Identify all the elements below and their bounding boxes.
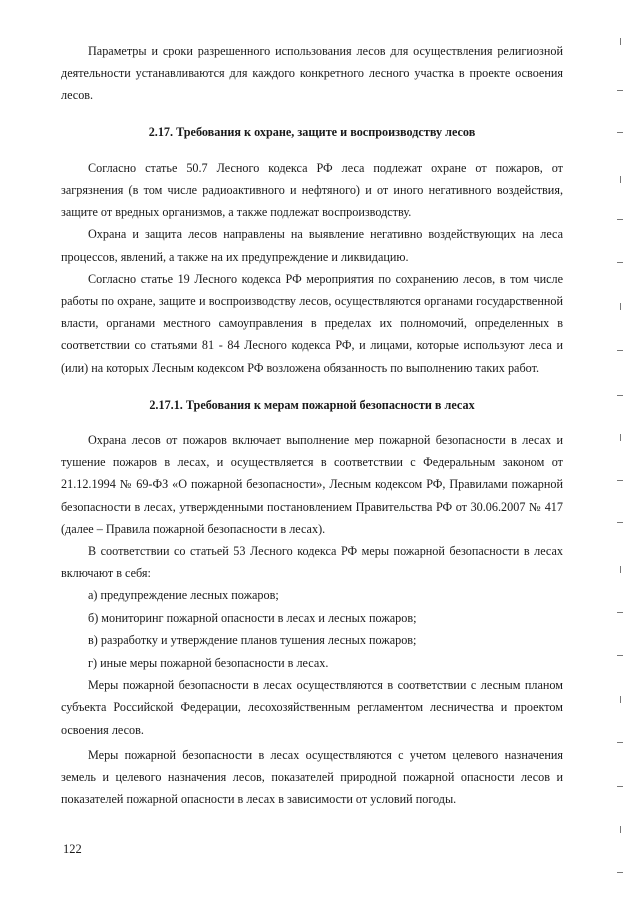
- list-item-d: г) иные меры пожарной безопасности в лесах.: [88, 655, 329, 670]
- paragraph-article-19: Согласно статье 19 Лесного кодекса РФ мероприятия по сохранению лесов, в том числе работы по охране, защите и воспроизводству лесов, осуществляются органами государственной власти, органами местного самоуправления в пределах их полномочий, определенных в соответствии со статьями 81 - 84 Лесного кодекса РФ, и лицами, которые используют леса и (или) на которых Лесным кодексом РФ возложена обязанность по выполнению таких работ.: [61, 271, 563, 375]
- scan-mark: [617, 395, 623, 396]
- scan-mark: [620, 38, 621, 45]
- scan-mark: [617, 522, 623, 523]
- scan-mark: [620, 826, 621, 833]
- scan-mark: [617, 612, 623, 613]
- list-item-b: б) мониторинг пожарной опасности в лесах и лесных пожаров;: [88, 610, 417, 625]
- scan-mark: [617, 350, 623, 351]
- scan-mark: [617, 655, 623, 656]
- scan-mark: [617, 742, 623, 743]
- scan-mark: [617, 219, 623, 220]
- paragraph-religious-use: Параметры и сроки разрешенного использования лесов для осуществления религиозной деятельности устанавливаются для каждого конкретного лесного участка в проекте освоения лесов.: [61, 44, 563, 103]
- scan-mark: [617, 132, 623, 133]
- list-item-a: а) предупреждение лесных пожаров;: [88, 588, 279, 603]
- page-number: 122: [63, 842, 82, 856]
- document-body: [61, 40, 563, 810]
- scan-mark: [617, 786, 623, 787]
- paragraph-fire-protection: Охрана лесов от пожаров включает выполнение мер пожарной безопасности в лесах и тушение пожаров в лесах, и осуществляется в соответствии с Федеральным законом от 21.12.1994 № 69-ФЗ «О пожарной безопасности», Лесным кодексом РФ, Правилами пожарной безопасности в лесах, утвержденными постановлением Правительства РФ от 30.06.2007 № 417 (далее – Правила пожарной безопасности в лесах).: [61, 433, 563, 536]
- scan-mark: [617, 872, 623, 873]
- scan-mark: [617, 480, 623, 481]
- paragraph-article-53: В соответствии со статьей 53 Лесного кодекса РФ меры пожарной безопасности в лесах включают в себя:: [61, 544, 563, 581]
- scan-mark: [620, 303, 621, 310]
- scan-mark: [620, 176, 621, 183]
- paragraph-weather-conditions: Меры пожарной безопасности в лесах осуществляются с учетом целевого назначения земель и целевого назначения лесов, показателей природной пожарной опасности лесов и показателей пожарной опасности в лесах в зависимости от условий погоды.: [61, 747, 563, 807]
- scan-mark: [620, 434, 621, 441]
- scan-mark: [620, 566, 621, 573]
- scan-mark: [617, 90, 623, 91]
- scan-mark: [620, 696, 621, 703]
- paragraph-protection-aims: Охрана и защита лесов направлены на выявление негативно воздействующих на леса процессов, явлений, а также на их предупреждение и ликвидацию.: [61, 227, 563, 264]
- scan-mark: [617, 262, 623, 263]
- paragraph-forest-plan: Меры пожарной безопасности в лесах осуществляются в соответствии с лесным планом субъекта Российской Федерации, лесохозяйственным регламентом лесничества и проектом освоения лесов.: [61, 678, 563, 737]
- section-heading-2-17: 2.17. Требования к охране, защите и воспроизводству лесов: [148, 124, 476, 139]
- section-heading-2-17-1: 2.17.1. Требования к мерам пожарной безопасности в лесах: [149, 397, 475, 412]
- list-item-c: в) разработку и утверждение планов тушения лесных пожаров;: [88, 633, 417, 648]
- paragraph-article-50-7: Согласно статье 50.7 Лесного кодекса РФ леса подлежат охране от пожаров, от загрязнения (в том числе радиоактивного и нефтяного) и от иного негативного воздействия, защите от вредных организмов, а также подлежат воспроизводству.: [61, 160, 563, 220]
